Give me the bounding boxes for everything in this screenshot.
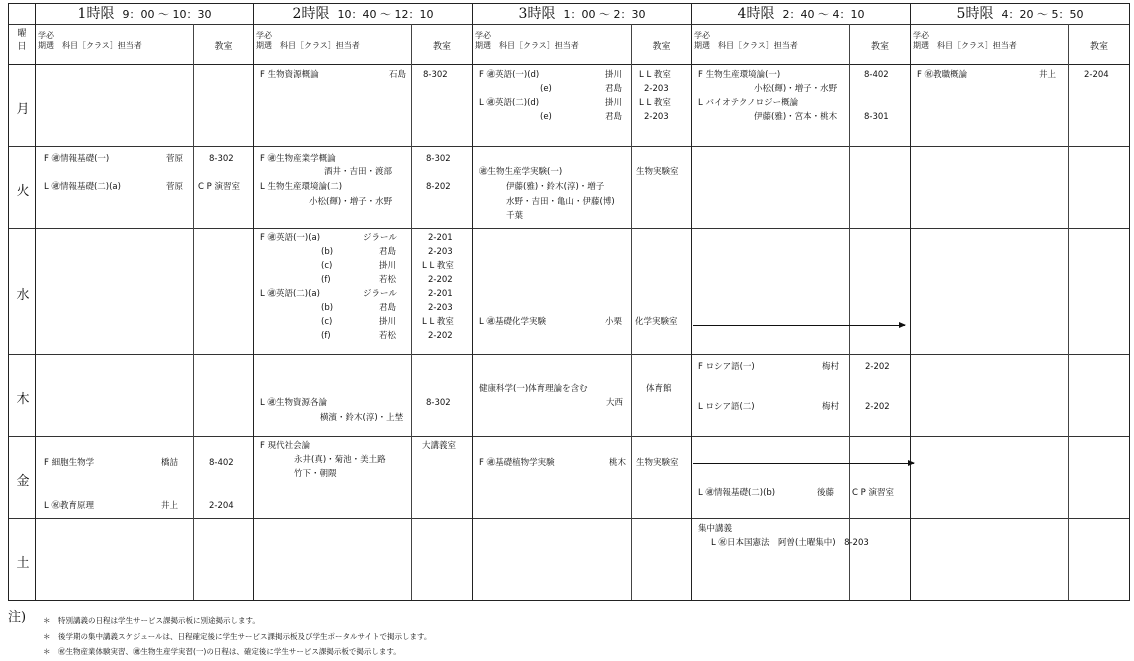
- instructor: 橋詰: [161, 458, 179, 468]
- period-4-header: 4時限 2：40 ～ 4：10: [737, 6, 865, 22]
- day-monday: 月: [16, 102, 30, 117]
- instructor: 永井(真)・菊池・美土路: [294, 455, 386, 465]
- instructor: 君島: [379, 247, 397, 257]
- section-label: 集中講義: [698, 524, 733, 534]
- note-line: ＊ 特別講義の日程は学生サービス課掲示板に別途掲示します。: [43, 616, 260, 625]
- instructor: 桃木: [609, 458, 627, 468]
- divider: [631, 24, 632, 600]
- room: 生物実験室: [636, 458, 679, 468]
- instructor: ジラール: [363, 233, 397, 243]
- room-header-p1: 教室: [214, 42, 233, 52]
- notes-heading: 注): [8, 610, 27, 625]
- course-title: L 生物生産環境論(二): [260, 182, 343, 192]
- room-header-p5: 教室: [1089, 42, 1108, 52]
- instructor: 君島: [379, 303, 397, 313]
- course-title: 健康科学(一)体育理論を含む: [479, 384, 588, 394]
- instructor: 大西: [606, 398, 624, 408]
- room: L L 教室: [639, 98, 671, 108]
- divider: [9, 24, 1129, 25]
- instructor: 伊藤(雅)・鈴木(淳)・増子: [506, 182, 605, 192]
- instructor: 掛川: [379, 317, 397, 327]
- room: 2-203: [644, 84, 669, 94]
- class-label: (c): [321, 261, 333, 271]
- class-label: (f): [321, 275, 331, 285]
- course-title: ㊜生物生産学実験(一): [479, 167, 563, 177]
- course-entry: L ㊗日本国憲法 阿曽(土曜集中) 8-203: [711, 538, 869, 548]
- room: 2-201: [428, 289, 453, 299]
- room: 大講義室: [422, 441, 457, 451]
- instructor: 掛川: [379, 261, 397, 271]
- note-line: ＊ 後学期の集中講義スケジュールは、日程確定後に学生サービス課掲示板及び学生ポータルサイトで掲示します。: [43, 632, 432, 641]
- divider: [472, 4, 473, 600]
- divider: [253, 4, 254, 600]
- divider: [9, 354, 1129, 355]
- divider: [193, 24, 194, 600]
- room: 8-302: [423, 70, 448, 80]
- divider: [691, 4, 692, 600]
- instructor: 小松(輝)・増子・水野: [754, 84, 838, 94]
- room-header-p3: 教室: [652, 42, 671, 52]
- instructor: 君島: [605, 112, 623, 122]
- room: 2-202: [865, 362, 890, 372]
- day-wednesday: 水: [16, 288, 30, 303]
- room: 2-204: [1084, 70, 1109, 80]
- instructor: 後藤: [817, 488, 835, 498]
- room-header-p2: 教室: [432, 42, 451, 52]
- divider: [9, 64, 1129, 65]
- divider: [411, 24, 412, 600]
- period-2-header: 2時限 10：40 ～ 12：10: [292, 6, 434, 22]
- class-label: (b): [321, 247, 334, 257]
- course-title: F ㊗教職概論: [917, 70, 968, 80]
- instructor: 若松: [379, 275, 397, 285]
- day-thursday: 木: [16, 392, 30, 407]
- instructor: 菅原: [166, 182, 184, 192]
- class-label: (b): [321, 303, 334, 313]
- room: 8-302: [426, 398, 451, 408]
- room: 2-203: [428, 247, 453, 257]
- course-title: L ㊜情報基礎(二)(a): [44, 182, 121, 192]
- timetable: [8, 3, 1130, 601]
- instructor: 横濱・鈴木(淳)・上埜: [320, 413, 404, 423]
- class-label: (f): [321, 331, 331, 341]
- instructor: 若松: [379, 331, 397, 341]
- instructor: 酒井・吉田・渡部: [324, 167, 393, 177]
- instructor: 菅原: [166, 154, 184, 164]
- room: 生物実験室: [636, 167, 679, 177]
- room: 8-402: [209, 458, 234, 468]
- room: 8-301: [864, 112, 889, 122]
- course-title: F ロシア語(一): [698, 362, 755, 372]
- room: L L 教室: [422, 261, 454, 271]
- room: 8-302: [426, 154, 451, 164]
- room: 8-402: [864, 70, 889, 80]
- room: 2-203: [428, 303, 453, 313]
- instructor: 小栗: [605, 317, 623, 327]
- subheader-p3: 学必 期選 科目［クラス］担当者: [475, 31, 579, 50]
- course-title: L ㊜生物資源各論: [260, 398, 327, 408]
- room: 2-202: [428, 331, 453, 341]
- subheader-p5: 学必 期選 科目［クラス］担当者: [913, 31, 1017, 50]
- course-title: L ㊜基礎化学実験: [479, 317, 546, 327]
- instructor: 千葉: [506, 211, 524, 221]
- course-title: F 生物生産環境論(一): [698, 70, 781, 80]
- class-label: (c): [321, 317, 333, 327]
- room: 化学実験室: [635, 317, 678, 327]
- course-title: F ㊜生物産業学概論: [260, 154, 336, 164]
- divider: [1068, 24, 1069, 600]
- divider: [910, 4, 911, 600]
- room: 2-201: [428, 233, 453, 243]
- day-header: 曜 日: [17, 29, 27, 52]
- instructor: 君島: [605, 84, 623, 94]
- instructor: 小松(輝)・増子・水野: [309, 197, 393, 207]
- course-title: L ㊜英語(二)(d): [479, 98, 540, 108]
- instructor: 梅村: [822, 362, 840, 372]
- room: 2-202: [428, 275, 453, 285]
- day-tuesday: 火: [16, 184, 30, 199]
- instructor: 梅村: [822, 402, 840, 412]
- period-1-header: 1時限 9：00 ～ 10：30: [77, 6, 212, 22]
- instructor: 掛川: [605, 98, 623, 108]
- room: 2-204: [209, 501, 234, 511]
- room: 2-202: [865, 402, 890, 412]
- room: 8-202: [426, 182, 451, 192]
- room: C P 演習室: [852, 488, 894, 498]
- instructor: 石島: [389, 70, 407, 80]
- instructor: 井上: [1039, 70, 1057, 80]
- subheader-p1: 学必 期選 科目［クラス］担当者: [38, 31, 142, 50]
- divider: [9, 228, 1129, 229]
- course-title: L バイオテクノロジー概論: [698, 98, 799, 108]
- room-header-p4: 教室: [870, 42, 889, 52]
- day-saturday: 土: [16, 556, 30, 571]
- course-title: F 細胞生物学: [44, 458, 95, 468]
- subheader-p2: 学必 期選 科目［クラス］担当者: [256, 31, 360, 50]
- day-friday: 金: [16, 474, 30, 489]
- instructor: 竹下・朝隈: [294, 469, 337, 479]
- course-title: F ㊜英語(一)(d): [479, 70, 540, 80]
- instructor: ジラール: [363, 289, 397, 299]
- room: 2-203: [644, 112, 669, 122]
- instructor: 伊藤(雅)・宮本・桃木: [754, 112, 838, 122]
- subheader-p4: 学必 期選 科目［クラス］担当者: [694, 31, 798, 50]
- instructor: 井上: [161, 501, 179, 511]
- instructor: 水野・吉田・亀山・伊藤(博): [506, 197, 615, 207]
- divider: [9, 518, 1129, 519]
- course-title: L ロシア語(二): [698, 402, 755, 412]
- course-title: L ㊗教育原理: [44, 501, 94, 511]
- course-title: F 現代社会論: [260, 441, 311, 451]
- period-3-header: 3時限 1：00 ～ 2：30: [518, 6, 646, 22]
- continuation-arrow: [693, 463, 914, 464]
- note-line: ＊ ㊗生物産業体験実習、㊜生物生産学実習(一)の日程は、確定後に学生サービス課掲示板で掲示します。: [43, 647, 401, 656]
- room: C P 演習室: [198, 182, 240, 192]
- course-title: F ㊜情報基礎(一): [44, 154, 110, 164]
- class-label: (e): [540, 112, 552, 122]
- course-title: L ㊜英語(二)(a): [260, 289, 320, 299]
- instructor: 掛川: [605, 70, 623, 80]
- course-title: F ㊜英語(一)(a): [260, 233, 321, 243]
- continuation-arrow: [693, 325, 905, 326]
- divider: [849, 24, 850, 600]
- divider: [9, 146, 1129, 147]
- period-5-header: 5時限 4：20 ～ 5：50: [956, 6, 1084, 22]
- divider: [9, 436, 1129, 437]
- course-title: F ㊜基礎植物学実験: [479, 458, 555, 468]
- class-label: (e): [540, 84, 552, 94]
- room: 8-302: [209, 154, 234, 164]
- room: L L 教室: [422, 317, 454, 327]
- course-title: F 生物資源概論: [260, 70, 319, 80]
- room: L L 教室: [639, 70, 671, 80]
- room: 体育館: [646, 384, 672, 394]
- course-title: L ㊜情報基礎(二)(b): [698, 488, 776, 498]
